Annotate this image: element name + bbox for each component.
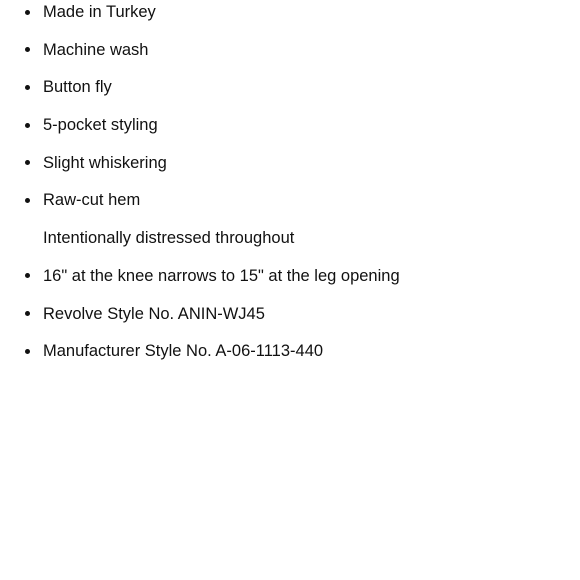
list-item-text: Slight whiskering [43,153,167,172]
list-item-distressed [0,226,580,264]
list-item-text: Machine wash [43,40,149,59]
list-item-care [0,38,580,76]
list-item-text: 16" at the knee narrows to 15" at the leg opening [43,266,400,285]
list-item-text: 5-pocket styling [43,116,158,135]
list-item-text: Raw-cut hem [43,191,141,210]
list-item-made-in [0,0,580,38]
list-item-text: Manufacturer Style No. A-06-1113-440 [43,342,324,361]
bullet-icon [25,349,30,354]
bullet-icon [25,123,30,128]
bullet-icon [25,47,30,52]
list-item-manufacturer-style [0,339,580,377]
bullet-icon [25,10,30,15]
list-item-whiskering [0,151,580,189]
bullet-icon [25,198,30,203]
bullet-icon [25,85,30,90]
list-item-revolve-style [0,302,580,340]
list-item-hem [0,188,580,226]
list-item-text: Revolve Style No. ANIN-WJ45 [43,304,265,323]
bullet-icon [25,311,30,316]
bullet-icon [25,160,30,165]
list-item-text: Button fly [43,78,112,97]
bullet-icon [25,273,30,278]
list-item-text: Made in Turkey [43,3,156,21]
list-item-fly [0,75,580,113]
list-item-measurements [0,264,580,302]
list-item-text: Intentionally distressed throughout [43,229,295,248]
list-item-pockets [0,113,580,151]
